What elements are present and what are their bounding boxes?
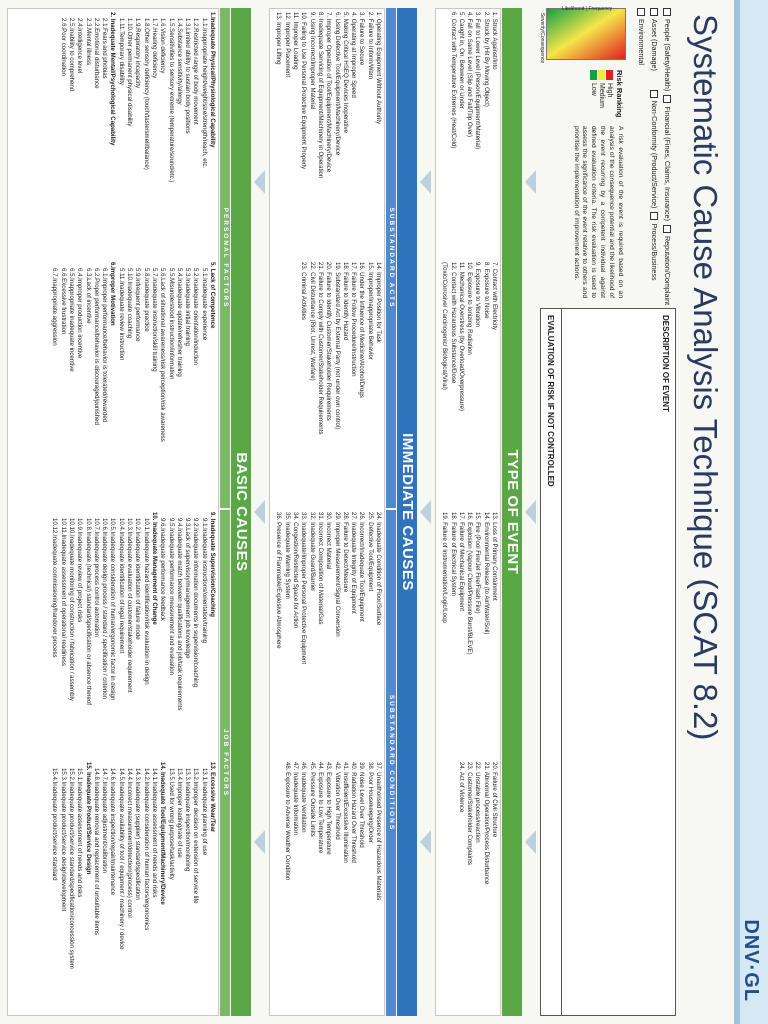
- cause-item: 1.10.Other permanent physical disability: [126, 18, 134, 127]
- cause-item: 9.2.Inadequate information documents in supervision/coaching: [192, 518, 200, 688]
- basic-causes-heading: BASIC CAUSES: [231, 8, 251, 1016]
- risk-matrix: [546, 8, 626, 60]
- cause-item: 47. Inadequate Information: [292, 762, 300, 835]
- cause-item: 20. Failure to Identify Customer/Stakeholder Requirements: [325, 262, 333, 421]
- description-of-event-label: DESCRIPTION OF EVENT: [661, 315, 670, 412]
- risk-ranking-title: Risk Ranking: [615, 70, 624, 118]
- flow-arrow-icon: [525, 170, 536, 194]
- cause-item: 10.3.Inadequate evaluation of customer/stakeholder requirement: [126, 518, 134, 693]
- checkbox-label: People (Safety/Health): [663, 19, 672, 92]
- cause-item: 15.3.Inadequate product/service design/development: [59, 768, 67, 912]
- substandard-conditions-heading: SUBSTANDARD CONDITIONS: [386, 510, 396, 1016]
- cause-item: 15. Fire (Pool Fire/Jet Fire/Flash Fire): [474, 512, 482, 614]
- checkbox-label: Non-Conformity (Product/Service): [650, 100, 659, 209]
- cause-item: 24. Inadequate Condition of Floor/Surface: [375, 512, 382, 626]
- cause-item: 29. Improper Measurement/Signal Conversion: [333, 512, 341, 637]
- consequence-checkbox[interactable]: [650, 212, 659, 290]
- cause-item: 4. Operating at Improper Speed: [350, 12, 358, 98]
- cause-item: 34. Congestion/Restricted Space for Action: [292, 512, 300, 629]
- cause-item: 46. Inadequate Ventilation: [300, 762, 308, 833]
- consequence-checkboxes: [633, 8, 672, 306]
- cause-item: 13.4.Improper loading/rate of use: [175, 768, 183, 858]
- cause-item: 39. Noise Level Over Threshold: [358, 762, 366, 848]
- risk-matrix-x-label: Severity/Consequence: [539, 12, 545, 64]
- page-title: Systematic Cause Analysis Technique (SCAT 8.2): [687, 14, 724, 741]
- cause-item: 2.2.Emotional disturbance: [92, 18, 100, 89]
- cause-item: 3. Failure to Secure: [358, 12, 366, 66]
- cause-item: 15. Improper/Inappropriate Behavior: [366, 262, 374, 360]
- cause-item: 1.8.Other sensory deficiency (touch/taste/smell/balance): [142, 18, 150, 170]
- flow-arrow-icon: [525, 830, 536, 854]
- cause-item: 10.5.Inadequate consideration of human/ergonomic factor in design: [109, 518, 117, 701]
- checkbox-label: Financial (Fines, Claims, Insurance): [663, 106, 672, 221]
- cause-item: 5.9.Infrequent performance: [134, 268, 142, 342]
- cause-item: 36. Presence of Flammable/Explosive Atmosphere: [275, 512, 283, 649]
- flow-arrow-icon: [254, 500, 265, 524]
- cause-item: 20. Failure of Civil Structure: [491, 762, 498, 838]
- cause-item: 9.1.Inadequate instructions/orientation/training: [200, 518, 208, 644]
- brand-stripe: [734, 0, 740, 1024]
- cause-item: 13. Loss of Primary Containment: [491, 512, 498, 601]
- cause-item: 10.7.Inadequate process control automation: [92, 518, 100, 637]
- cause-item: 10.8.Inadequate (technical) standard/specification or absence thereof: [84, 518, 92, 705]
- cause-item: 24. Act of Violence: [457, 762, 465, 813]
- cause-column: [440, 262, 498, 508]
- substandard-acts-heading: SUBSTANDARD ACTS: [386, 8, 396, 508]
- cause-item: 14.3.Inadequate (supplier) standard/specification: [134, 768, 142, 900]
- cause-item: 6.2.Proper performance/behavior is discouraged/punished: [92, 268, 100, 425]
- cause-item: 10.4.Inadequate identification of legal requirement: [117, 518, 125, 654]
- cause-item: 10. Failing to Use Personal Protective Equipment Properly: [300, 12, 308, 170]
- cause-item: 9.4.Inadequate match between qualifications and job/task requirements: [175, 518, 183, 711]
- cause-item: 26. Incorrect/Inadequate Tool/Equipment: [358, 512, 366, 622]
- cause-item: 19. Failure of Instrumentation/Logic/Loop: [441, 512, 449, 623]
- type-of-event-heading: TYPE OF EVENT: [502, 8, 522, 1016]
- consequence-checkbox[interactable]: [650, 90, 659, 209]
- consequence-checkbox[interactable]: [650, 8, 659, 86]
- cause-column: [274, 512, 382, 758]
- cause-item: 5. Lack of Competence: [209, 262, 216, 329]
- cause-item: 10. Inadequate Management of Change: [150, 512, 158, 625]
- cause-column: [50, 262, 216, 508]
- cause-item: 2. Struck by (Hit By Moving Object): [482, 12, 490, 107]
- cause-item: 13. Excessive Wear/Tear: [209, 762, 216, 833]
- cause-item: 5.8.Inadequate practice: [142, 268, 150, 332]
- cause-item: 13.2.Improper decision on extension of service life: [192, 768, 200, 904]
- cause-item: 40. Radiation Hazard Over Threshold: [350, 762, 358, 863]
- cause-item: 10.11.Inadequate assessment of operational readiness: [59, 518, 67, 666]
- cause-item: 21. Failure to Comply with Customer/Stakeholder Requirements: [316, 262, 324, 435]
- risk-level-swatch: [590, 70, 597, 80]
- cause-item: 2. Failure to Inform/Warn: [366, 12, 374, 80]
- cause-item: 14.4.Incorrect measurement/detection/(process) control: [126, 768, 134, 918]
- cause-item: 9. Using Incorrect/Improper Material: [308, 12, 316, 110]
- consequence-checkbox[interactable]: [663, 225, 672, 305]
- cause-item: 14.6.Inadequate inspection/repair/maintenance: [109, 768, 117, 896]
- checkbox-row: [637, 8, 646, 290]
- cause-item: 5.1.Inadequate experience: [200, 268, 208, 341]
- cause-item: 38. Poor Housekeeping/Order: [366, 762, 374, 843]
- consequence-checkbox[interactable]: [637, 8, 646, 290]
- cause-item: 18. Failure of Electrical System: [449, 512, 457, 596]
- checkbox-icon[interactable]: [664, 95, 672, 103]
- cause-item: 6.7.Inappropriate aggression: [51, 268, 59, 346]
- checkbox-label: Reputation/Complaint: [663, 235, 672, 306]
- cause-item: 2.1.Fears and phobias: [101, 18, 109, 79]
- checkbox-label: Process/Business: [650, 223, 659, 281]
- cause-item: 27. Inadequate Integrity of Equipment: [350, 512, 358, 614]
- cause-item: 13.3.Inadequate inspection/monitoring: [184, 768, 192, 872]
- cause-item: 44. Exposure to Low Temperature: [316, 762, 324, 854]
- cause-item: 14.2.Inadequate consideration of human factors/ergonomics: [142, 768, 150, 931]
- risk-level-label: High: [606, 83, 613, 98]
- cause-item: 6.6.Excessive frustration: [59, 268, 67, 335]
- risk-evaluation-text: A risk evaluation of the event is required based on an analysis of the consequence potential and the likelihood of the event recurring by a competent individual against defined evaluation criteria. The risk evaluation is used to assess the significance of the event relative to others and prioritise the implementation of improvement actions.: [572, 126, 624, 298]
- cause-item: 28. Failure to Detect/Measure: [341, 512, 349, 593]
- cause-item: (Toxic/Corrosive/ Carcinogenic/ Biological/Viral): [441, 262, 449, 390]
- cause-item: 1.1.Inappropriate height/weight/size/strength/reach, etc.: [200, 18, 208, 169]
- flow-arrow-icon: [420, 170, 431, 194]
- risk-level-item: [598, 70, 605, 118]
- consequence-checkbox[interactable]: [663, 8, 672, 91]
- checkbox-icon[interactable]: [651, 8, 659, 16]
- cause-item: 10.9.Inadequate review of project risks: [76, 518, 84, 623]
- cause-item: 9.5.Inadequate performance measurement and evaluation: [167, 518, 175, 675]
- cause-item: 8. Exposure to Noise: [482, 262, 490, 319]
- cause-item: 43. Exposure to High Temperature: [325, 762, 333, 855]
- risk-level-item: [606, 70, 613, 118]
- cause-column: [299, 262, 382, 508]
- cause-column: [50, 762, 216, 1008]
- cause-item: 3. Fall to Lower Level (Person/Equipment/Material): [474, 12, 482, 150]
- cause-item: 6.3.Lack of incentive: [84, 268, 92, 324]
- cause-item: 13.1.Inadequate planning of use: [200, 768, 208, 856]
- cause-item: 42. Vibration Over Threshold: [333, 762, 341, 840]
- cause-item: 35. Inadequate Warning System: [283, 512, 291, 599]
- flow-arrow-icon: [254, 830, 265, 854]
- cause-item: 37. Unauthorised Presence of Hazardous Materials: [375, 762, 382, 901]
- cause-item: 1.7.Hearing deficiency: [150, 18, 158, 79]
- cause-item: 18. Failure to Identify Hazard: [341, 262, 349, 341]
- brand-bar: [734, 0, 768, 1024]
- cause-item: 5.2.Inadequate orientation/induction: [192, 268, 200, 365]
- cause-item: 2.3.Mental illness: [84, 18, 92, 66]
- flow-arrow-icon: [420, 830, 431, 854]
- flow-arrow-icon: [525, 500, 536, 524]
- personal-factors-heading: PERSONAL FACTORS: [220, 8, 230, 508]
- cause-item: 2.4.Intelligence level: [76, 18, 84, 74]
- flow-arrow-icon: [420, 500, 431, 524]
- cause-item: 15.1.Inadequate assessment of needs and risks: [76, 768, 84, 898]
- cause-item: 5.4.Inadequate update/refresher training: [175, 268, 183, 377]
- risk-level-item: [590, 70, 597, 118]
- cause-item: 4. Fall on Same Level (Slip and Fall/Trip Over): [466, 12, 474, 138]
- cause-item: 14. Inadequate Tool/Equipment/Machinery/Device: [159, 762, 167, 905]
- flow-arrow-icon: [254, 170, 265, 194]
- cause-column: [50, 512, 216, 758]
- cause-column: [457, 762, 498, 1008]
- cause-item: 22. Unstable process/reaction: [474, 762, 482, 843]
- checkbox-icon[interactable]: [651, 90, 659, 98]
- cause-item: 14. Environmental Release (to Air/Water/Soil): [482, 512, 490, 635]
- cause-item: 16. Explosion (Vapour Cloud/Pressure Burst/BLEVE): [466, 512, 474, 655]
- event-header: [540, 8, 676, 1016]
- cause-item: 32. Inadequate Guard/Barrier: [308, 512, 316, 592]
- cause-item: 5. Caught in, On, Between or Under: [457, 12, 465, 109]
- cause-item: 13.5.Used for wrong purpose/task/activity: [167, 768, 175, 880]
- cause-item: 19. Substandard Act by External Party (not under own control): [333, 262, 341, 430]
- cause-item: 9.6.Inadequate performance feedback: [159, 518, 167, 621]
- checkbox-icon[interactable]: [651, 212, 659, 220]
- cause-item: 14. Improper Position for Task: [375, 262, 382, 343]
- cause-item: 23. Customer/Stakeholder Complaints: [466, 762, 474, 865]
- risk-matrix-y-label: Likelihood | Frequency: [561, 6, 613, 12]
- cause-item: 14.5.Inadequate availability of tool / equipment / machinery / device: [117, 768, 125, 950]
- cause-item: 5.3.Inadequate initial training: [184, 268, 192, 346]
- cause-column: [58, 12, 216, 258]
- cause-item: 2.5.Inability to comprehend: [67, 18, 75, 92]
- cause-item: 13. Improper Lifting: [275, 12, 283, 65]
- risk-level-swatch: [606, 70, 613, 80]
- cause-item: 5.5.Misunderstood instruction/information: [167, 268, 175, 380]
- cause-item: 2. Inadequate Mental/Psychological Capability: [109, 12, 117, 146]
- cause-item: 11. Improper Loading: [292, 12, 300, 70]
- cause-item: 1.3.Limited ability to sustain body positions: [184, 18, 192, 134]
- cause-item: 16. Under the Influence of Medicine/Alcohol/Drugs: [358, 262, 366, 398]
- cause-item: 14.7.Inadequate adjustment/calibration: [101, 768, 109, 874]
- cause-item: 48. Exposure to Adverse Weather Condition: [283, 762, 291, 881]
- cause-item: 9.3.Lack of supervisory/management job knowledge: [184, 518, 192, 659]
- checkbox-label: Environmental: [637, 19, 646, 65]
- cause-item: 6.Improper Motivation: [109, 262, 117, 326]
- cause-item: 5.7.Inadequate instruction/skill training: [150, 268, 158, 372]
- checkbox-label: Asset (Damage): [650, 19, 659, 71]
- checkbox-icon[interactable]: [664, 8, 672, 16]
- cause-column: [274, 12, 382, 258]
- cause-item: 8. Inadequate Servicing of Equipment/Machinery in Operation: [316, 12, 324, 179]
- risk-level-label: Medium: [598, 83, 605, 108]
- cause-item: 9. Inadequate Supervision/Coaching: [209, 512, 216, 617]
- cause-item: 15.2.Inadequate product/service standard/specification/concession system: [67, 768, 75, 969]
- description-divider: [561, 309, 562, 1015]
- cause-item: 7. Improper Operation of Tool/Equipment/Machinery/Device: [325, 12, 333, 173]
- cause-item: 23. Criminal Activities: [300, 262, 308, 320]
- risk-level-label: Low: [590, 83, 597, 96]
- cause-item: 5.6.Lack of situational awareness/risk perception/risk awareness: [159, 268, 167, 442]
- description-of-event-box[interactable]: [540, 308, 676, 1016]
- cause-item: 7. Contact with Electricity: [491, 262, 498, 331]
- dnv-gl-logo: DNV·GL: [740, 919, 762, 1002]
- cause-item: 1.9.Respiratory incapacity: [134, 18, 142, 89]
- cause-item: 6.5.Inappropriate inadequate incentive: [67, 268, 75, 372]
- cause-item: 1. Struck Against/Into: [491, 12, 498, 70]
- cause-item: 1.6.Vision deficiency: [159, 18, 167, 74]
- cause-item: 10.10.Inadequate monitoring of construction / fabrication / assembly: [67, 518, 75, 701]
- cause-item: 10.1.Inadequate hazard identification/risk evaluation in design: [142, 518, 150, 685]
- cause-item: 25. Defective Tool/Equipment: [366, 512, 374, 592]
- cause-item: 31. Incorrect Composition of Material/Gas: [316, 512, 324, 625]
- cause-item: 15.4.Inadequate product/service standard: [51, 768, 59, 881]
- cause-item: 17. Failure to Follow Procedure/Instruction: [350, 262, 358, 377]
- cause-item: 21. Abnormal Operation/Process Disturbance: [482, 762, 490, 885]
- cause-column: [440, 512, 498, 758]
- consequence-checkbox[interactable]: [663, 95, 672, 221]
- cause-item: 1. Operating Equipment Without Authority: [375, 12, 382, 125]
- cause-item: 5.11.Inadequate review instruction: [117, 268, 125, 361]
- cause-item: 14.8.Inadequate removal and replacement of unsuitable items: [92, 768, 100, 936]
- cause-item: 14.1.Inadequate assessment of needs and risks: [150, 768, 158, 898]
- cause-item: 33. Inadequate/Improper Personal Protective Equipment: [300, 512, 308, 665]
- risk-level-swatch: [598, 70, 605, 80]
- cause-item: 10.6.Inadequate design process / standard / specification / criterion: [101, 518, 109, 699]
- cause-item: 30. Incorrect Material: [325, 512, 333, 570]
- cause-column: [448, 12, 498, 258]
- cause-item: 15. Inadequate Product/Service Design: [84, 762, 92, 875]
- cause-item: 12. Contact with Hazardous Substance/Dose: [449, 262, 457, 384]
- cause-item: 5. Making Critical HSEQ Devices Inoperative: [341, 12, 349, 133]
- cause-item: 1.11.Temporary disability: [117, 18, 125, 85]
- cause-item: 1.2.Restricted range of body movement: [192, 18, 200, 125]
- checkbox-row: [663, 8, 672, 306]
- cause-item: 10.2.Inadequate identification of failure mode: [134, 518, 142, 640]
- immediate-causes-heading: IMMEDIATE CAUSES: [397, 8, 417, 1016]
- cause-item: 22. Civil Disturbance (Riot, Unrest, Warfare): [308, 262, 316, 381]
- cause-item: 6.4.Improper production incentive: [76, 268, 84, 359]
- cause-item: 10.12.Inadequate commissioning/handover process: [51, 518, 59, 658]
- cause-item: 45. Pressure Outside Limits: [308, 762, 316, 837]
- job-factors-heading: JOB FACTORS: [220, 510, 230, 1016]
- cause-item: 1.Inadequate Physical/Physiological Capability: [209, 12, 216, 148]
- cause-item: 9. Exposure to Vibration: [474, 262, 482, 327]
- checkbox-row: [650, 8, 659, 290]
- cause-item: 6.1.Improper performance/behavior is tolerated/rewarded: [101, 268, 109, 423]
- checkbox-icon[interactable]: [638, 8, 646, 16]
- cause-item: 6. Contact with Temperature Extremes (Heat/Cold): [449, 12, 457, 149]
- cause-item: 1.4.Substance sensitivity/allergy: [175, 18, 183, 105]
- cause-item: 11. Mechanical Overstress (by Overload/Overpressure): [457, 262, 465, 411]
- cause-item: 2.6.Poor coordination: [59, 18, 67, 76]
- cause-item: 12. Improper Placement: [283, 12, 291, 78]
- cause-column: [282, 762, 382, 1008]
- checkbox-icon[interactable]: [664, 225, 672, 233]
- cause-item: 17. Failure of Mechanical Equipment: [457, 512, 465, 611]
- risk-evaluation-label: EVALUATION OF RISK IF NOT CONTROLLED: [546, 315, 555, 487]
- cause-item: 6. Using Defective Tool/Equipment/Machinery/Device: [333, 12, 341, 156]
- cause-item: 10. Exposure to Ionizing Radiation: [466, 262, 474, 355]
- risk-ranking-legend: [589, 70, 624, 118]
- cause-item: 41. Insufficient/Excessive Illumination: [341, 762, 349, 863]
- cause-item: 5.10.Inadequate coaching: [126, 268, 134, 339]
- cause-item: 1.5.Sensitivities to sensory extreme (temperature/sound/etc.): [167, 18, 175, 183]
